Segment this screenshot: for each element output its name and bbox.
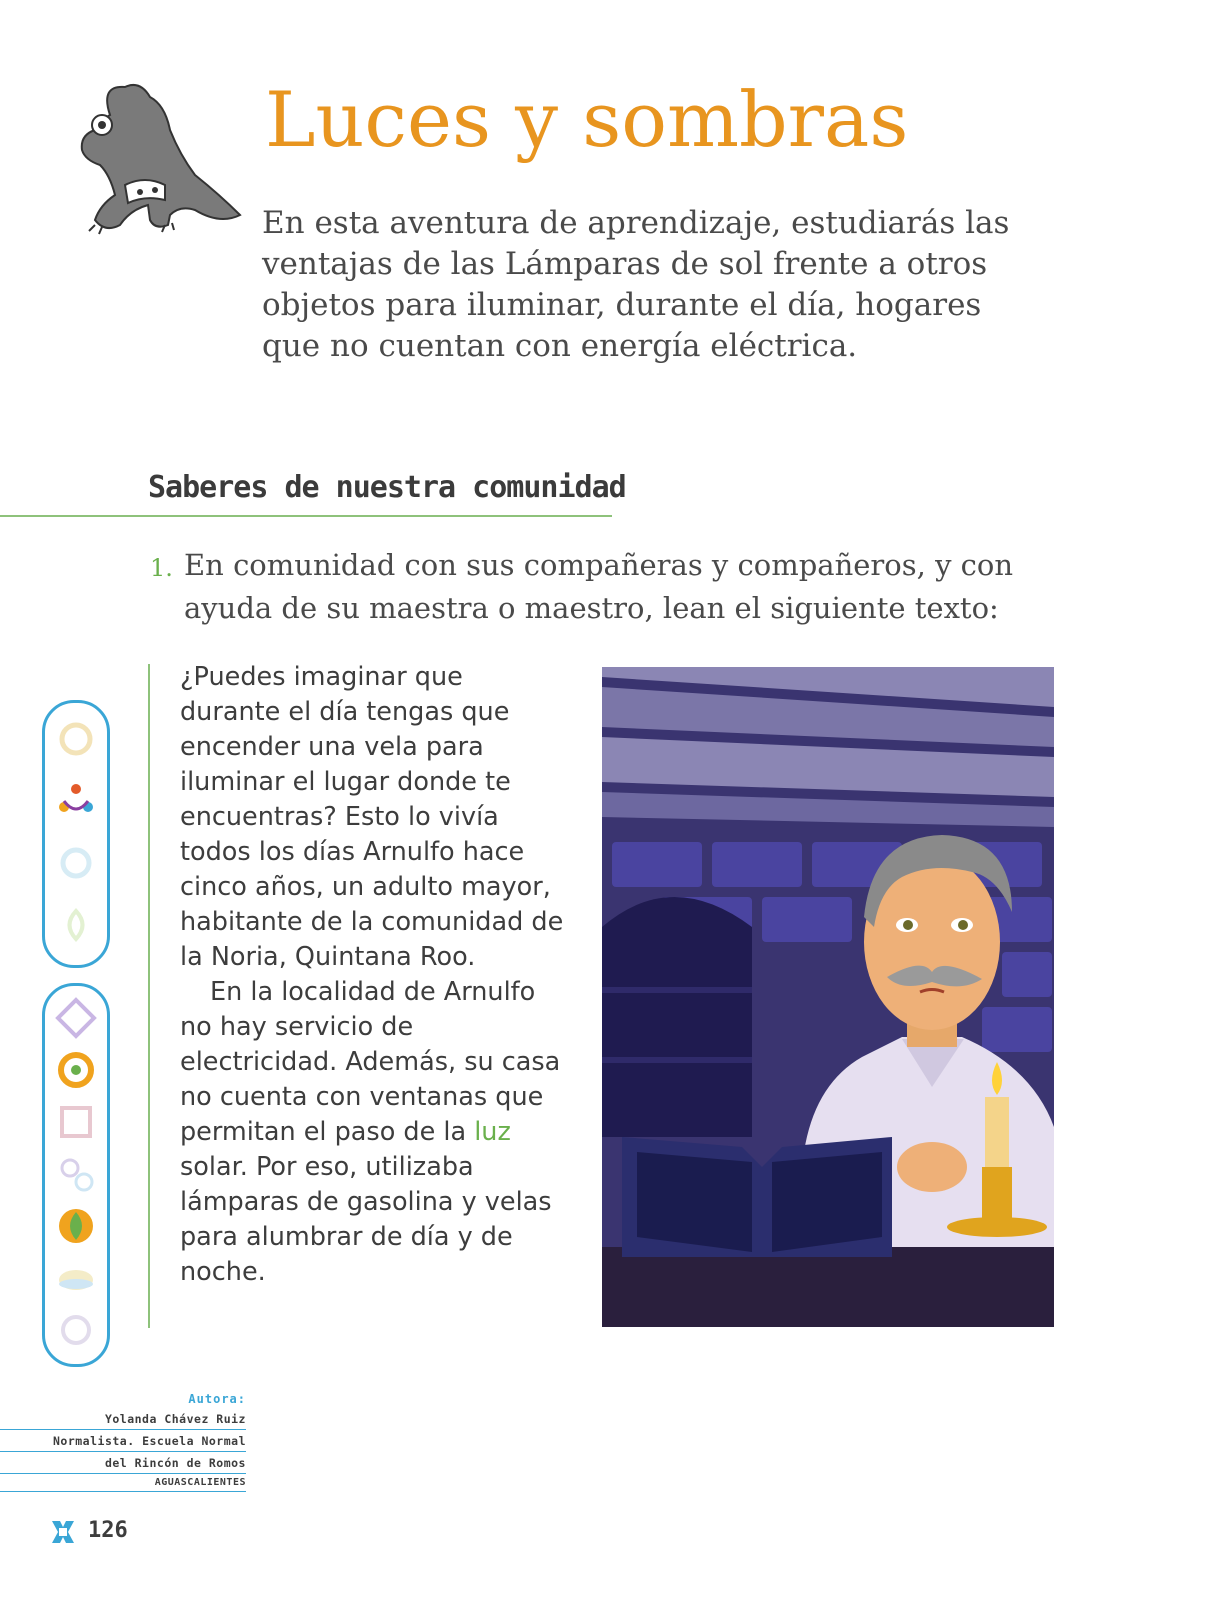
intro-paragraph: En esta aventura de aprendizaje, estudiarás las ventajas de las Lámparas de sol frente a otros objetos para iluminar, durante el día, hogares que no cuentan con energía eléctrica. bbox=[262, 205, 1010, 364]
reading-paragraph-2-start: En la localidad de Arnulfo no hay servicio de electricidad. Además, su casa no cuenta con ventanas que permitan el paso de la bbox=[180, 977, 561, 1147]
page-title: Luces y sombras bbox=[265, 75, 909, 164]
author-label: Autora: bbox=[188, 1392, 246, 1406]
campus-icon-2-active[interactable] bbox=[54, 779, 98, 823]
illustration-man-candle bbox=[602, 667, 1054, 1327]
mascot-animal-icon bbox=[70, 75, 245, 235]
axis-icon-6 bbox=[54, 1256, 98, 1300]
axis-icon-2[interactable] bbox=[54, 1048, 98, 1092]
author-school: Normalista. Escuela Normal bbox=[0, 1434, 246, 1452]
axis-icon-5[interactable] bbox=[54, 1204, 98, 1248]
section-title: Saberes de nuestra comunidad bbox=[148, 470, 626, 505]
section-divider bbox=[0, 515, 612, 517]
activity-number: 1. bbox=[150, 554, 173, 582]
axis-icon-rail bbox=[42, 983, 110, 1367]
reading-paragraph-1: ¿Puedes imaginar que durante el día tengas que encender una vela para iluminar el lugar donde te encuentras? Esto lo vivía todos los días Arnulfo hace cinco años, un adulto mayor, habitante de la comunidad de la Noria, Quintana Roo. bbox=[180, 662, 564, 972]
campus-icon-rail bbox=[42, 700, 110, 968]
activity-instruction: En comunidad con sus compañeras y compañeros, y con ayuda de su maestra o maestro, lean el siguiente texto: bbox=[184, 548, 1014, 625]
reading-paragraph-2-end: solar. Por eso, utilizaba lámparas de gasolina y velas para alumbrar de día y de noche. bbox=[180, 1152, 552, 1287]
campus-icon-4 bbox=[54, 903, 98, 947]
reading-side-bar bbox=[148, 664, 150, 1328]
author-name: Yolanda Chávez Ruiz bbox=[0, 1412, 246, 1430]
axis-icon-4 bbox=[54, 1152, 98, 1196]
glossary-term-luz[interactable]: luz bbox=[474, 1117, 511, 1147]
author-school-location: del Rincón de Romos bbox=[0, 1456, 246, 1474]
axis-icon-3 bbox=[54, 1100, 98, 1144]
reading-text bbox=[180, 660, 570, 1290]
sep-logo-icon bbox=[48, 1517, 78, 1547]
campus-icon-1 bbox=[54, 717, 98, 761]
axis-icon-7 bbox=[54, 1308, 98, 1352]
reading-paragraph-2 bbox=[180, 975, 570, 1290]
axis-icon-1 bbox=[54, 996, 98, 1040]
page-number: 126 bbox=[88, 1518, 128, 1543]
author-state: AGUASCALIENTES bbox=[0, 1477, 246, 1492]
campus-icon-3 bbox=[54, 841, 98, 885]
